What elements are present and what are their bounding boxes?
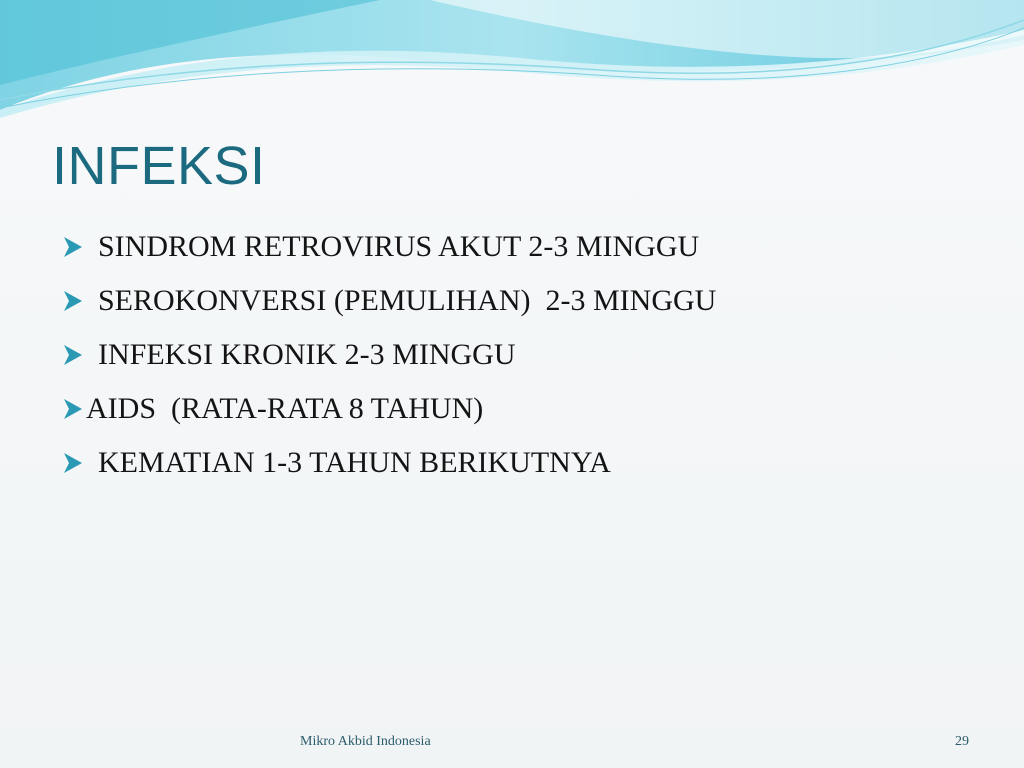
bullet-item <box>62 220 716 274</box>
page-number: 29 <box>955 734 969 749</box>
bullet-text: SINDROM RETROVIRUS AKUT 2-3 MINGGU <box>98 230 700 263</box>
arrow-bullet-icon <box>62 235 84 259</box>
bullet-text: INFEKSI KRONIK 2-3 MINGGU <box>98 338 516 371</box>
bullet-text: KEMATIAN 1-3 TAHUN BERIKUTNYA <box>98 446 611 479</box>
arrow-bullet-icon <box>62 289 84 313</box>
bullet-text: SEROKONVERSI (PEMULIHAN) 2-3 MINGGU <box>98 284 717 317</box>
bullet-list <box>62 220 716 490</box>
arrow-bullet-icon <box>62 397 84 421</box>
bullet-text: AIDS (RATA-RATA 8 TAHUN) <box>86 392 484 425</box>
slide-title: INFEKSI <box>52 136 266 196</box>
footer-source: Mikro Akbid Indonesia <box>300 734 431 749</box>
arrow-bullet-icon <box>62 451 84 475</box>
header-wave-decoration <box>0 0 1024 130</box>
bullet-item <box>62 382 716 436</box>
bullet-item <box>62 274 716 328</box>
bullet-item <box>62 436 716 490</box>
arrow-bullet-icon <box>62 343 84 367</box>
bullet-item <box>62 328 716 382</box>
